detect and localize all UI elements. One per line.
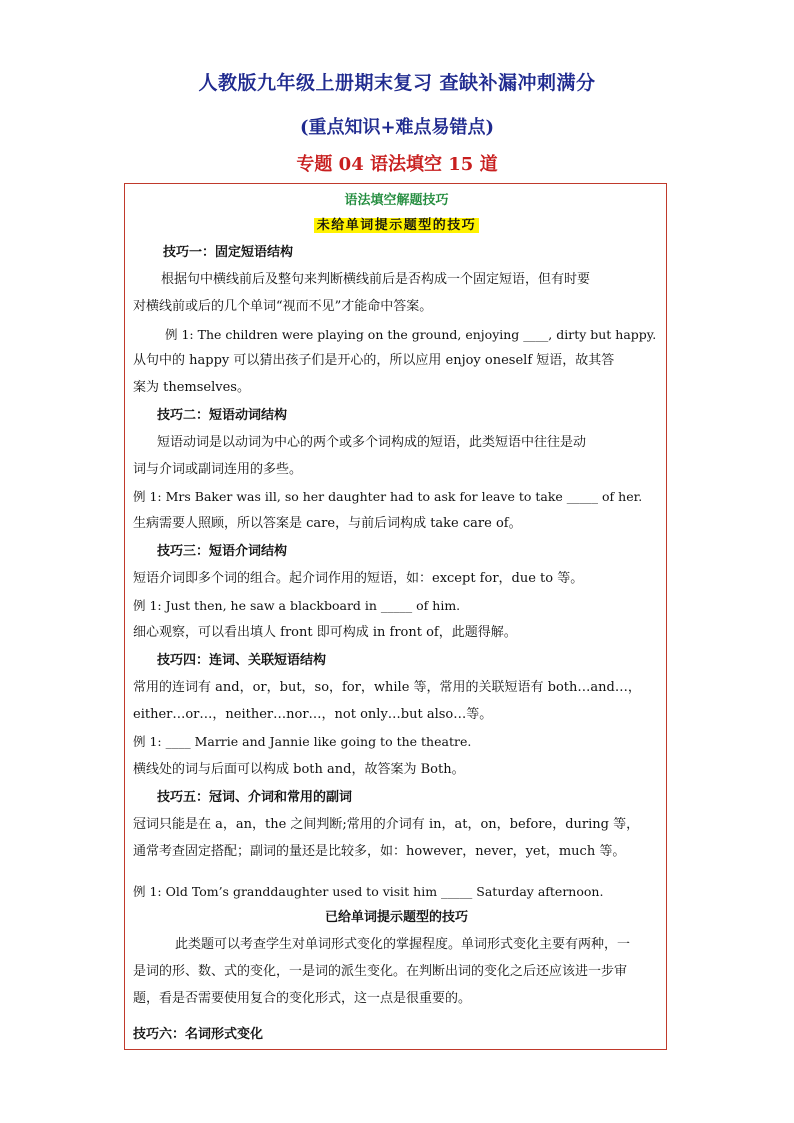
document-title: 人教版九年级上册期末复习 查缺补漏冲刺满分 <box>198 72 596 94</box>
section2-paragraph-line2: 是词的形、数、式的变化，一是词的派生变化。在判断出词的变化之后还应该进一步审 <box>133 964 628 979</box>
tip3-paragraph: 短语介词即多个词的组合。起介词作用的短语，如：except for，due to 等。 <box>133 571 584 586</box>
section2-paragraph-line3: 题，看是否需要使用复合的变化形式，这一点是很重要的。 <box>133 991 472 1006</box>
tip1-paragraph-line2: 对横线前或后的几个单词“视而不见”才能命中答案。 <box>133 299 433 314</box>
tip5-example: 例 1: Old Tom’s granddaughter used to visit him _____ Saturday afternoon. <box>133 884 604 899</box>
tip4-paragraph-line2: either…or…，neither…nor…，not only…but also…等。 <box>133 707 493 722</box>
tip4-paragraph-line1: 常用的连词有 and，or，but，so，for，while 等，常用的关联短语有 both…and…， <box>133 680 641 695</box>
tip3-title: 技巧三：短语介词结构 <box>157 544 288 559</box>
section1-title-wrap <box>125 217 668 235</box>
section2-paragraph-line1: 此类题可以考查学生对单词形式变化的掌握程度。单词形式变化主要有两种，一 <box>175 937 631 952</box>
tip2-paragraph-line1: 短语动词是以动词为中心的两个或多个词构成的短语，此类短语中往往是动 <box>157 435 587 450</box>
tip1-title: 技巧一：固定短语结构 <box>163 245 294 260</box>
tip2-title: 技巧二：短语动词结构 <box>157 408 288 423</box>
tip2-example-line2: 生病需要人照顾，所以答案是 care，与前后词构成 take care of。 <box>133 516 522 531</box>
tip1-example-line2: 从句中的 happy 可以猜出孩子们是开心的，所以应用 enjoy oneself 短语，故其答 <box>133 353 615 368</box>
tip2-example: 例 1: Mrs Baker was ill, so her daughter had to ask for leave to take _____ of her. <box>133 489 643 504</box>
tip3-example-line2: 细心观察，可以看出填人 front 即可构成 in front of，此题得解。 <box>133 625 517 640</box>
tip3-example: 例 1: Just then, he saw a blackboard in _____ of him. <box>133 598 461 613</box>
tip5-paragraph-line1: 冠词只能是在 a，an，the 之间判断;常用的介词有 in，at，on，before，during 等， <box>133 817 640 832</box>
document-subtitle: (重点知识+难点易错点) <box>299 117 495 138</box>
tip5-title: 技巧五：冠词、介词和常用的副词 <box>157 790 353 805</box>
tips-box <box>124 183 667 1050</box>
section1-title: 未给单词提示题型的技巧 <box>314 218 480 233</box>
topic-title: 专题 04 语法填空 15 道 <box>296 154 498 175</box>
tip2-paragraph-line2: 词与介词或副词连用的多些。 <box>133 462 303 477</box>
tip6-title: 技巧六：名词形式变化 <box>133 1027 264 1042</box>
tip1-example: 例 1: The children were playing on the ground, enjoying ____, dirty but happy. <box>165 327 657 342</box>
tip5-paragraph-line2: 通常考查固定搭配；副词的量还是比较多，如：however，never，yet，much 等。 <box>133 844 626 859</box>
tip4-title: 技巧四：连词、关联短语结构 <box>157 653 327 668</box>
box-heading: 语法填空解题技巧 <box>344 193 449 208</box>
tip4-example: 例 1: ____ Marrie and Jannie like going to the theatre. <box>133 734 472 749</box>
tip1-paragraph-line1: 根据句中横线前后及整句来判断横线前后是否构成一个固定短语，但有时要 <box>161 272 591 287</box>
tip4-example-line2: 横线处的词与后面可以构成 both and，故答案为 Both。 <box>133 762 465 777</box>
section2-title: 已给单词提示题型的技巧 <box>324 910 468 925</box>
tip1-example-line3: 案为 themselves。 <box>133 380 250 395</box>
